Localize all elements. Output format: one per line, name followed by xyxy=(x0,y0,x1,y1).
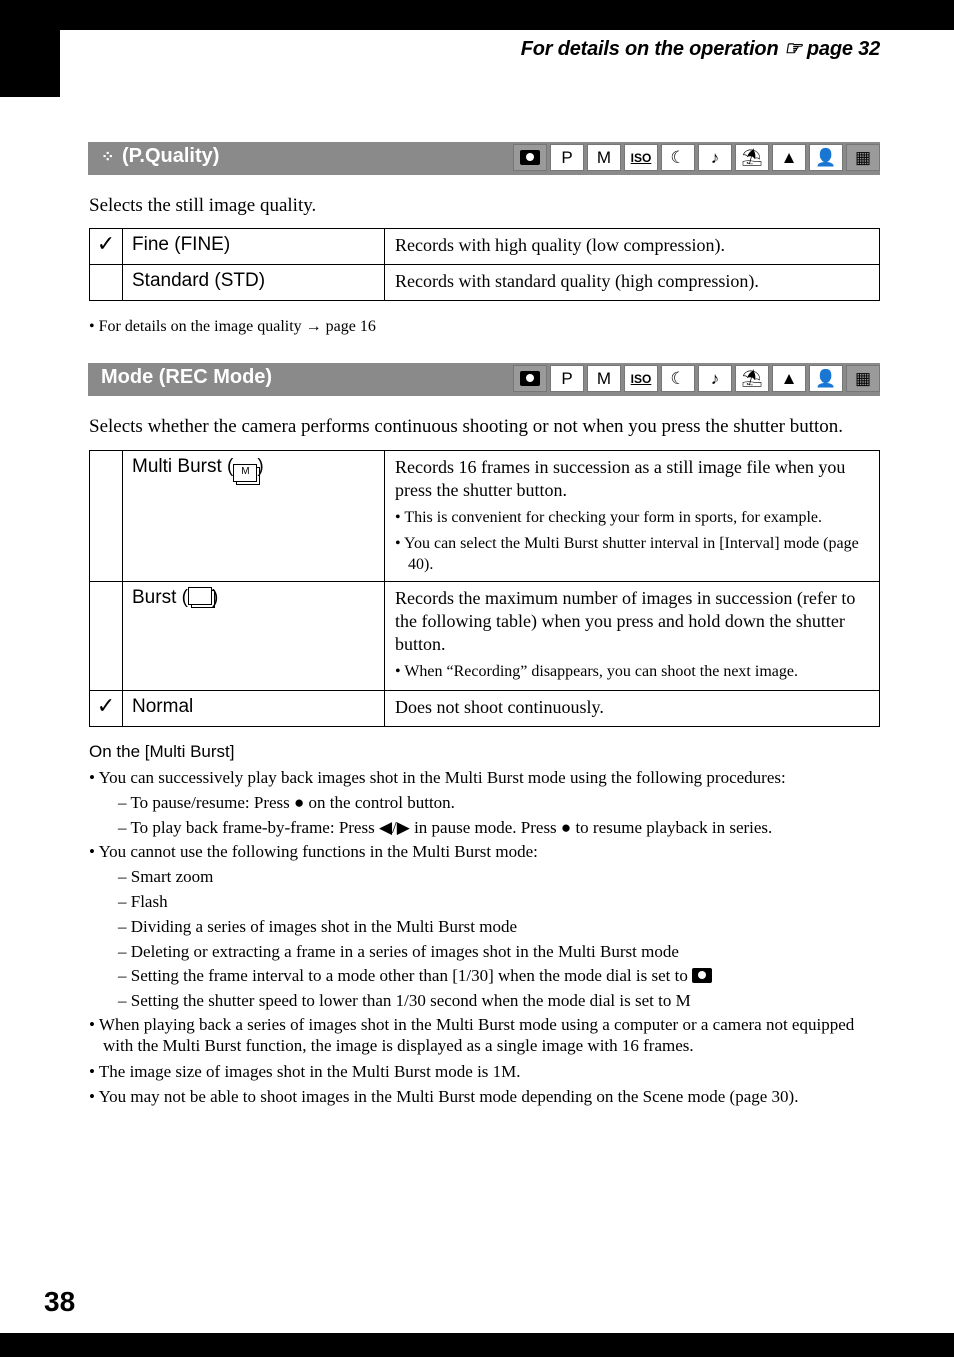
pquality-intro: Selects the still image quality. xyxy=(89,195,317,216)
top-bar xyxy=(0,0,954,30)
camera-auto-icon xyxy=(513,144,547,171)
dash-item: – Setting the frame interval to a mode other than [1/30] when the mode dial is set to xyxy=(104,964,879,989)
mode-p-icon: P xyxy=(550,144,584,171)
corner-tab xyxy=(0,0,60,97)
option-name: Normal xyxy=(123,691,385,727)
table-row xyxy=(90,229,880,265)
movie-icon: ▦ xyxy=(846,144,880,171)
camera-mode-icon xyxy=(692,968,712,983)
table-row xyxy=(90,582,880,691)
landscape-icon: ▲ xyxy=(772,365,806,392)
option-name: Standard (STD) xyxy=(123,265,385,301)
multiburst-heading: On the [Multi Burst] xyxy=(89,742,235,761)
bullet-item: • When playing back a series of images shot in the Multi Burst mode using a computer or a camera not equipped with the Multi Burst function, the image is displayed as a single image with 16 frames. xyxy=(89,1014,855,1055)
option-desc: Records 16 frames in succession as a still image file when you press the shutter button. • This is convenient for checking your form in sports, for example. • You can select the Multi Burst shutter interval in [Interval] mode (page 40). xyxy=(385,451,880,582)
twilight-icon: ☾ xyxy=(661,365,695,392)
pquality-title: ⁘ (P.Quality) xyxy=(101,145,220,167)
mode-p-icon: P xyxy=(550,365,584,392)
bullet-item: • The image size of images shot in the Multi Burst mode is 1M. xyxy=(89,1061,521,1081)
beach-icon: ⛱ xyxy=(735,144,769,171)
option-desc: Records with high quality (low compression). xyxy=(385,229,880,265)
recmode-table xyxy=(89,450,880,727)
multiburst-notes xyxy=(89,766,879,1110)
dash-item: – Dividing a series of images shot in the Multi Burst mode xyxy=(118,916,517,936)
page-number: 38 xyxy=(44,1286,76,1317)
recmode-intro: Selects whether the camera performs continuous shooting or not when you press the shutter button. xyxy=(89,416,844,437)
twilight-portrait-icon: ♪ xyxy=(698,144,732,171)
option-name: Burst ( ) xyxy=(123,582,385,691)
bullet-item: • You can successively play back images shot in the Multi Burst mode using the following procedures: xyxy=(89,768,786,787)
soft-snap-icon: 👤 xyxy=(809,144,843,171)
option-desc: Records the maximum number of images in succession (refer to the following table) when you press and hold down the shutter button. • When “Recording” disappears, you can shoot the next image. xyxy=(385,582,880,691)
movie-icon: ▦ xyxy=(846,365,880,392)
dash-item: – Deleting or extracting a frame in a series of images shot in the Multi Burst mode xyxy=(118,941,679,961)
option-name: Fine (FINE) xyxy=(123,229,385,265)
option-name: Multi Burst ( M ) xyxy=(123,451,385,582)
running-head: For details on the operation ☞ page 32 xyxy=(520,38,880,60)
beach-icon: ⛱ xyxy=(735,365,769,392)
mode-icons xyxy=(510,365,880,392)
multi-burst-icon: M xyxy=(233,464,257,482)
landscape-icon: ▲ xyxy=(772,144,806,171)
default-check-icon: ✓ xyxy=(90,229,123,265)
twilight-icon: ☾ xyxy=(661,144,695,171)
table-row xyxy=(90,451,880,582)
pquality-section-bar xyxy=(88,142,880,175)
pquality-table xyxy=(89,228,880,301)
burst-icon xyxy=(188,587,212,605)
dash-item: – To pause/resume: Press ● on the control button. xyxy=(118,792,455,812)
bullet-item: • You cannot use the following functions in the Multi Burst mode: xyxy=(89,842,538,862)
dash-item: – Flash xyxy=(118,891,168,911)
bullet-item: • You may not be able to shoot images in the Multi Burst mode depending on the Scene mode (page 30). xyxy=(89,1086,799,1106)
table-row xyxy=(90,691,880,727)
recmode-title: Mode (REC Mode) xyxy=(101,366,273,388)
pquality-note: • For details on the image quality → page 16 xyxy=(89,318,376,335)
dash-item: – To play back frame-by-frame: Press ◀/▶ in pause mode. Press ● to resume playback in series. xyxy=(118,817,773,837)
mode-m-icon: M xyxy=(587,144,621,171)
option-desc: Does not shoot continuously. xyxy=(385,691,880,727)
mode-iso-icon: ISO xyxy=(624,365,658,392)
default-check-icon: ✓ xyxy=(90,691,123,727)
table-row xyxy=(90,265,880,301)
twilight-portrait-icon: ♪ xyxy=(698,365,732,392)
mode-m-icon: M xyxy=(587,365,621,392)
dash-item: – Setting the shutter speed to lower than 1/30 second when the mode dial is set to M xyxy=(118,991,691,1011)
bottom-bar xyxy=(0,1333,954,1357)
camera-auto-icon xyxy=(513,365,547,392)
mode-icons xyxy=(510,144,880,171)
recmode-section-bar xyxy=(88,363,880,396)
soft-snap-icon: 👤 xyxy=(809,365,843,392)
option-desc: Records with standard quality (high compression). xyxy=(385,265,880,301)
quality-icon: ⁘ xyxy=(101,149,115,166)
dash-item: – Smart zoom xyxy=(118,867,214,887)
mode-iso-icon: ISO xyxy=(624,144,658,171)
